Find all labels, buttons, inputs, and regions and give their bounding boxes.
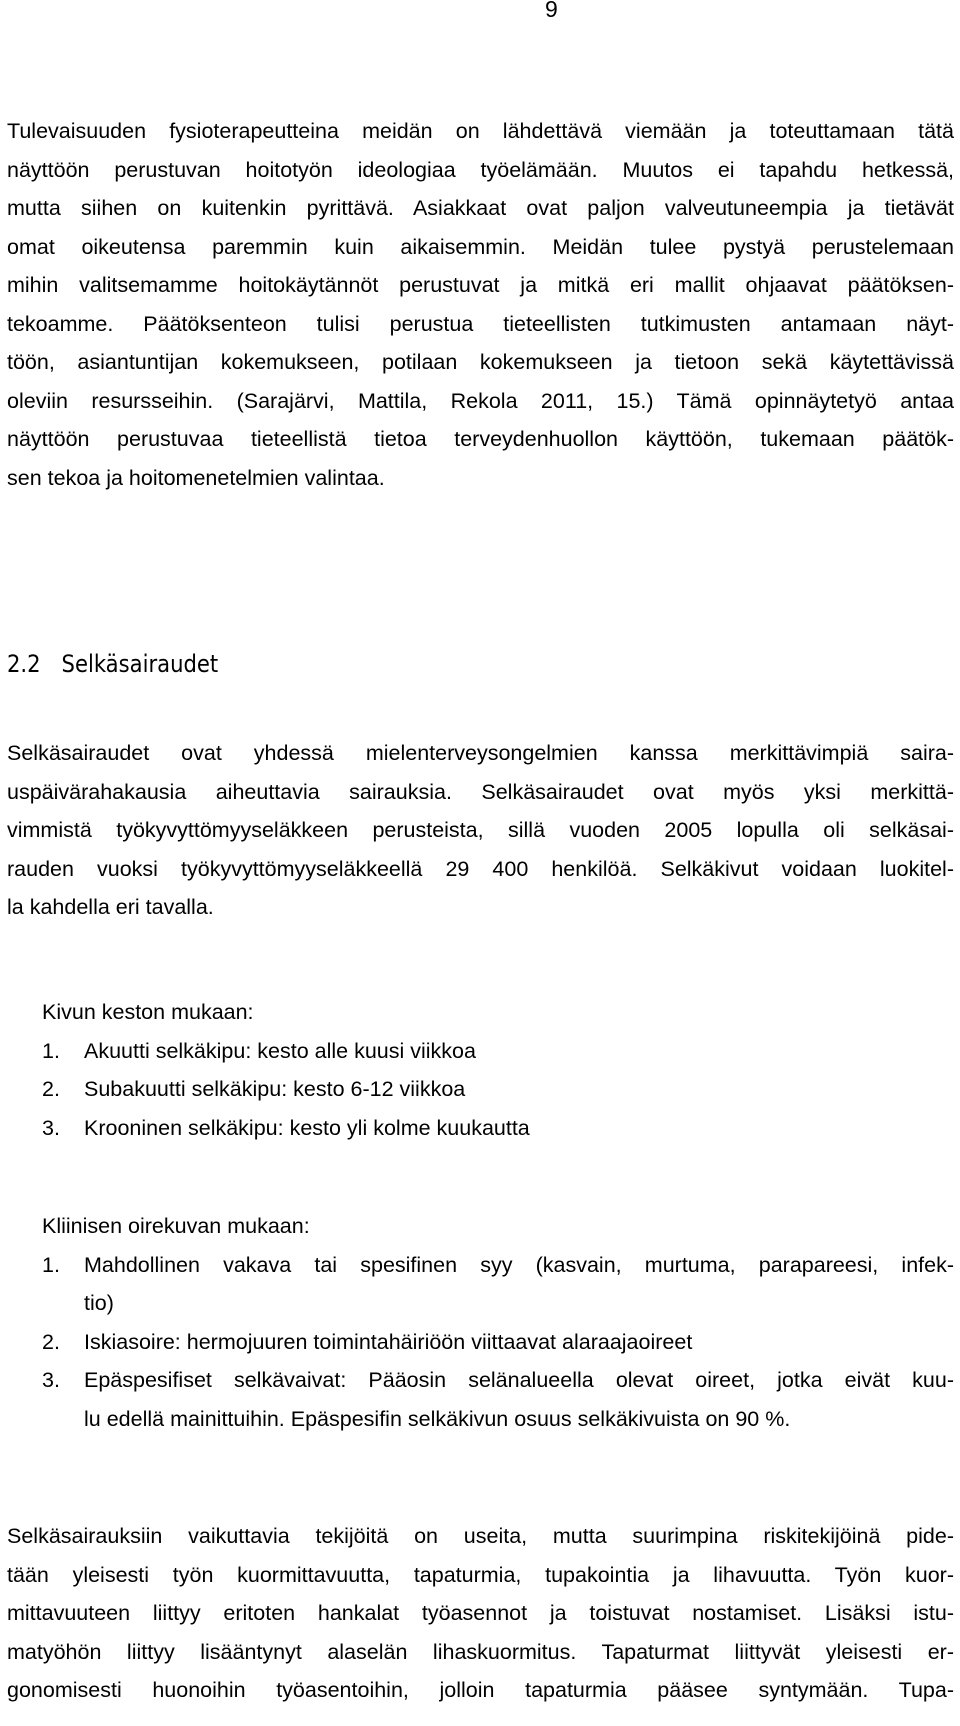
list-item-number: 1. [42,1252,60,1277]
paragraph-line: näyttöön perustuvaa tieteellistä tietoa terveydenhuollon käyttöön, tukemaan päätök- [7,427,954,451]
paragraph-line: näyttöön perustuvan hoitotyön ideologiaa työelämään. Muutos ei tapahdu hetkessä, [7,157,954,182]
list-item-text: Iskiasoire: hermojuuren toimintahäiriöön viittaavat alaraajaoireet [84,1329,693,1354]
paragraph-back-diseases [7,734,954,927]
paragraph-line: mihin valitsemamme hoitokäytännöt perustuvat ja mitkä eri mallit ohjaavat päätöksen- [7,273,954,297]
list-item-text [84,1361,954,1438]
list-item [42,1323,954,1362]
list-item-number: 1. [42,1038,60,1063]
list-title: Kivun keston mukaan: [42,1000,254,1024]
list-clinical-picture [42,1207,954,1438]
list-item-line: lu edellä mainittuihin. Epäspesifin selkäkivun osuus selkäkivuista on 90 %. [84,1406,791,1431]
list-item [42,1070,530,1109]
list-item-line: Mahdollinen vakava tai spesifinen syy (kasvain, murtuma, parapareesi, infek- [84,1252,954,1277]
paragraph-risk-factors [7,1517,954,1710]
page-number: 9 [545,0,558,22]
section-number: 2.2 [7,650,41,678]
list-item [42,1109,530,1148]
list-item-number: 3. [42,1115,60,1140]
list-title: Kliinisen oirekuvan mukaan: [42,1214,310,1238]
paragraph-future-physiotherapists [7,112,954,497]
list-item [42,1032,530,1071]
paragraph-line: vimmistä työkyvyttömyyseläkkeen perusteista, sillä vuoden 2005 lopulla oli selkäsai- [7,818,954,842]
paragraph-line: la kahdella eri tavalla. [7,895,214,919]
paragraph-line: gonomisesti huonoihin työasentoihin, jolloin tapaturmia pääsee syntymään. Tupa- [7,1678,954,1702]
list-item-number: 3. [42,1368,60,1392]
list-item-text: Akuutti selkäkipu: kesto alle kuusi viikkoa [84,1038,476,1063]
section-heading [7,646,218,682]
paragraph-line: Selkäsairaudet ovat yhdessä mielenterveysongelmien kanssa merkittävimpiä saira- [7,741,954,765]
section-title: Selkäsairaudet [61,650,219,678]
paragraph-line: rauden vuoksi työkyvyttömyyseläkkeellä 29 400 henkilöä. Selkäkivut voidaan luokitel- [7,856,954,881]
list-item [42,1361,954,1438]
list-item [42,1246,954,1323]
paragraph-line: Selkäsairauksiin vaikuttavia tekijöitä on useita, mutta suurimpina riskitekijöinä pide- [7,1524,954,1548]
paragraph-line: oleviin resursseihin. (Sarajärvi, Mattila, Rekola 2011, 15.) Tämä opinnäytetyö antaa [7,388,954,413]
paragraph-line: mutta siihen on kuitenkin pyrittävä. Asiakkaat ovat paljon valveutuneempia ja tietävät [7,196,954,220]
list-item-number: 2. [42,1329,60,1354]
list-item-line: Epäspesifiset selkävaivat: Pääosin selänalueella olevat oireet, jotka eivät kuu- [84,1368,954,1392]
paragraph-line: omat oikeutensa paremmin kuin aikaisemmin. Meidän tulee pystyä perustelemaan [7,234,954,259]
paragraph-line: matyöhön liittyy lisääntynyt alaselän lihaskuormitus. Tapaturmat liittyvät yleisesti er- [7,1639,954,1664]
paragraph-line: sen tekoa ja hoitomenetelmien valintaa. [7,465,385,490]
list-item-text: Krooninen selkäkipu: kesto yli kolme kuukautta [84,1115,530,1140]
paragraph-line: töön, asiantuntijan kokemukseen, potilaan kokemukseen ja tietoon sekä käytettävissä [7,350,954,374]
paragraph-line: uspäivärahakausia aiheuttavia sairauksia. Selkäsairaudet ovat myös yksi merkittä- [7,779,954,804]
paragraph-line: tään yleisesti työn kuormittavuutta, tapaturmia, tupakointia ja lihavuutta. Työn kuor- [7,1562,954,1587]
paragraph-line: Tulevaisuuden fysioterapeutteina meidän on lähdettävä viemään ja toteuttamaan tätä [7,119,954,143]
list-item-line: tio) [84,1291,114,1315]
list-pain-duration [42,993,530,1147]
list-item-number: 2. [42,1077,60,1101]
paragraph-line: mittavuuteen liittyy eritoten hankalat työasennot ja toistuvat nostamiset. Lisäksi istu- [7,1601,954,1625]
paragraph-line: tekoamme. Päätöksenteon tulisi perustua tieteellisten tutkimusten antamaan näyt- [7,311,954,336]
list-item-text: Subakuutti selkäkipu: kesto 6-12 viikkoa [84,1077,466,1101]
list-item-text [84,1246,954,1323]
